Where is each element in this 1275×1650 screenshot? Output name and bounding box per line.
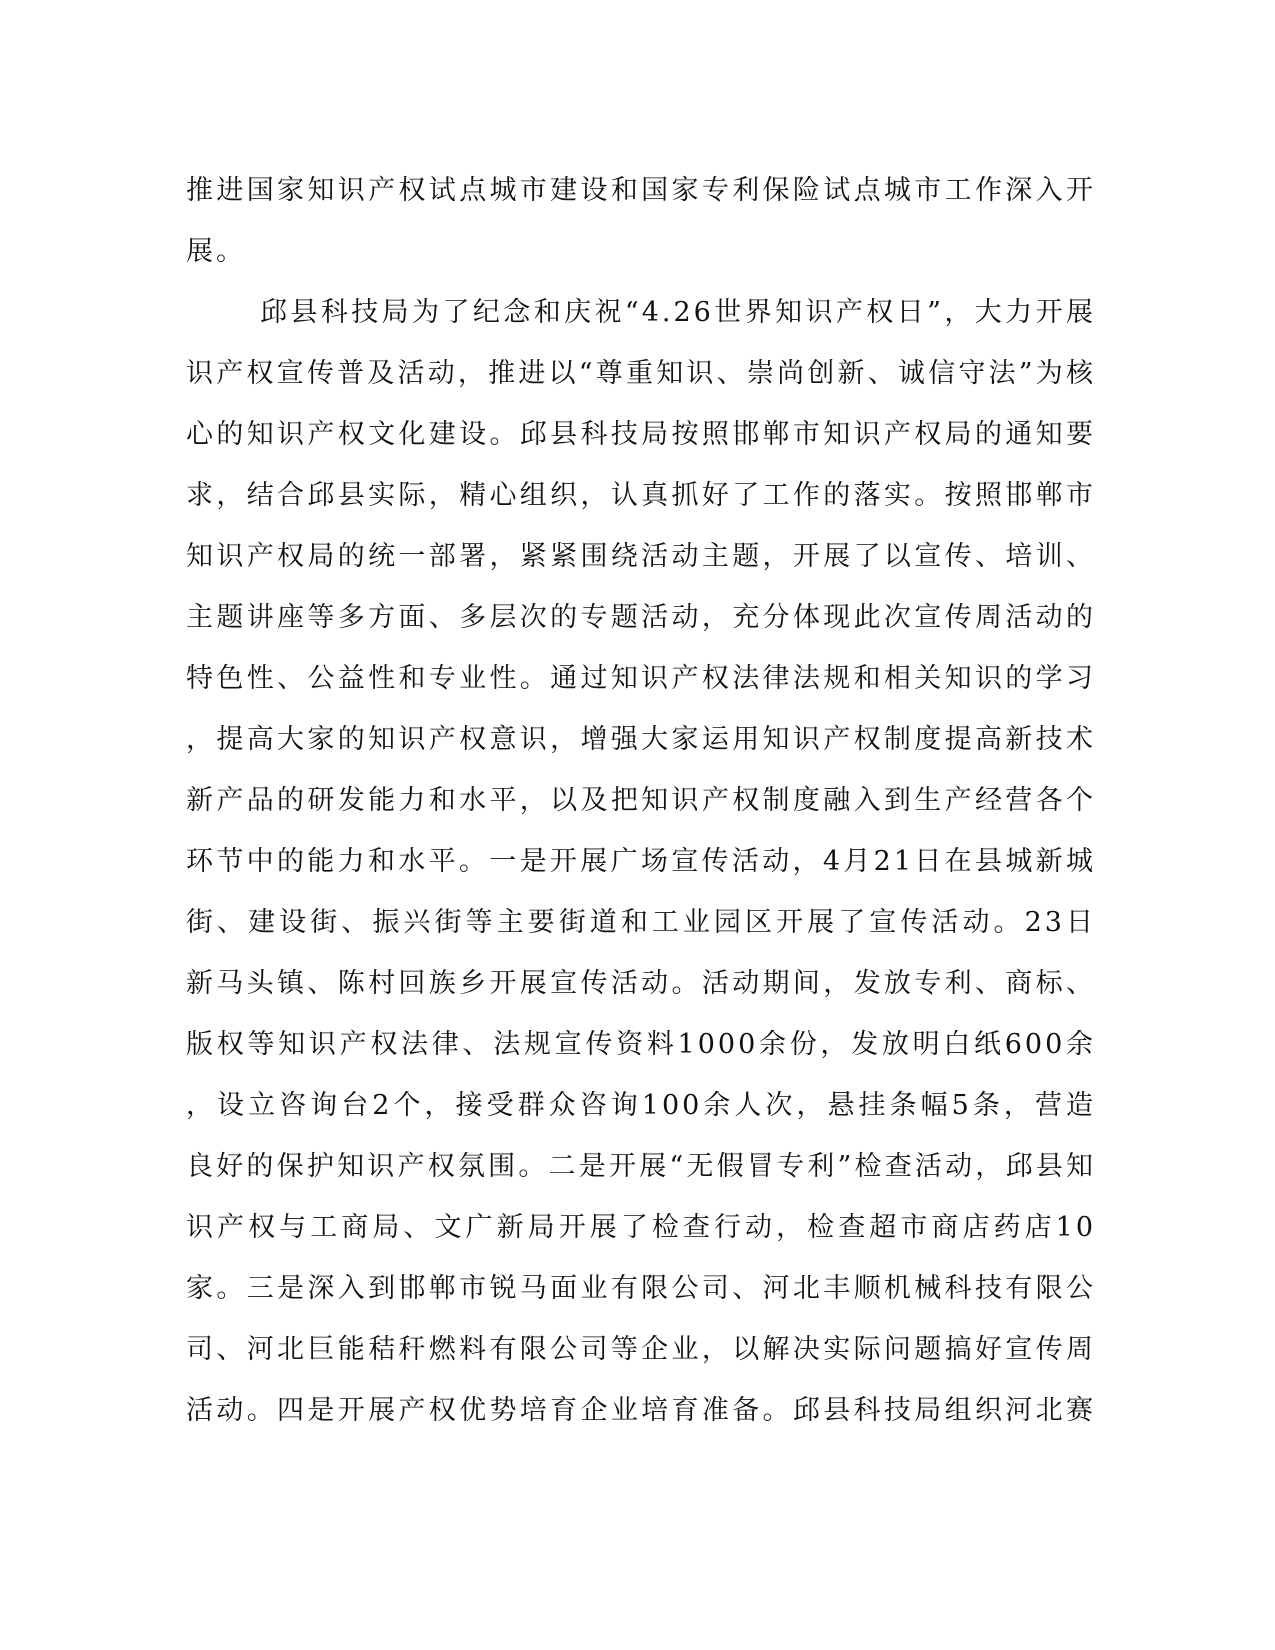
paragraph-2-line-2: 识产权宣传普及活动，推进以“尊重知识、崇尚创新、诚信守法”为核 — [186, 358, 1096, 389]
paragraph-2-line-1: 邱县科技局为了纪念和庆祝“4.26世界知识产权日”，大力开展 — [260, 297, 1096, 328]
paragraph-2-line-18: 司、河北巨能秸秆燃料有限公司等企业，以解决实际问题搞好宣传周 — [186, 1334, 1096, 1365]
paragraph-2-line-5: 知识产权局的统一部署，紧紧围绕活动主题，开展了以宣传、培训、 — [186, 541, 1096, 572]
paragraph-2-line-3: 心的知识产权文化建设。邱县科技局按照邯郸市知识产权局的通知要 — [186, 419, 1096, 450]
paragraph-2-line-15: 良好的保护知识产权氛围。二是开展“无假冒专利”检查活动，邱县知 — [186, 1151, 1096, 1182]
paragraph-2-line-9: 新产品的研发能力和水平，以及把知识产权制度融入到生产经营各个 — [186, 785, 1096, 816]
paragraph-2-line-8: ，提高大家的知识产权意识，增强大家运用知识产权制度提高新技术 — [186, 724, 1096, 755]
paragraph-2-line-10: 环节中的能力和水平。一是开展广场宣传活动，4月21日在县城新城 — [186, 846, 1096, 877]
paragraph-2-line-17: 家。三是深入到邯郸市锐马面业有限公司、河北丰顺机械科技有限公 — [186, 1273, 1096, 1304]
paragraph-2-line-4: 求，结合邱县实际，精心组织，认真抓好了工作的落实。按照邯郸市 — [186, 480, 1096, 511]
paragraph-1-line-1: 推进国家知识产权试点城市建设和国家专利保险试点城市工作深入开 — [186, 175, 1096, 206]
paragraph-2-line-12: 新马头镇、陈村回族乡开展宣传活动。活动期间，发放专利、商标、 — [186, 968, 1096, 999]
body-text — [186, 160, 1096, 1441]
paragraph-2-line-16: 识产权与工商局、文广新局开展了检查行动，检查超市商店药店10 — [186, 1212, 1096, 1243]
paragraph-2-line-13: 版权等知识产权法律、法规宣传资料1000余份，发放明白纸600余 — [186, 1029, 1096, 1060]
paragraph-2-line-14: ，设立咨询台2个，接受群众咨询100余人次，悬挂条幅5条，营造 — [186, 1090, 1096, 1121]
paragraph-2-line-7: 特色性、公益性和专业性。通过知识产权法律法规和相关知识的学习 — [186, 663, 1096, 694]
paragraph-2-line-11: 街、建设街、振兴街等主要街道和工业园区开展了宣传活动。23日 — [186, 907, 1096, 938]
paragraph-2-line-19: 活动。四是开展产权优势培育企业培育准备。邱县科技局组织河北赛 — [186, 1395, 1096, 1426]
paragraph-2-line-6: 主题讲座等多方面、多层次的专题活动，充分体现此次宣传周活动的 — [186, 602, 1096, 633]
paragraph-1-line-2: 展。 — [186, 236, 246, 267]
